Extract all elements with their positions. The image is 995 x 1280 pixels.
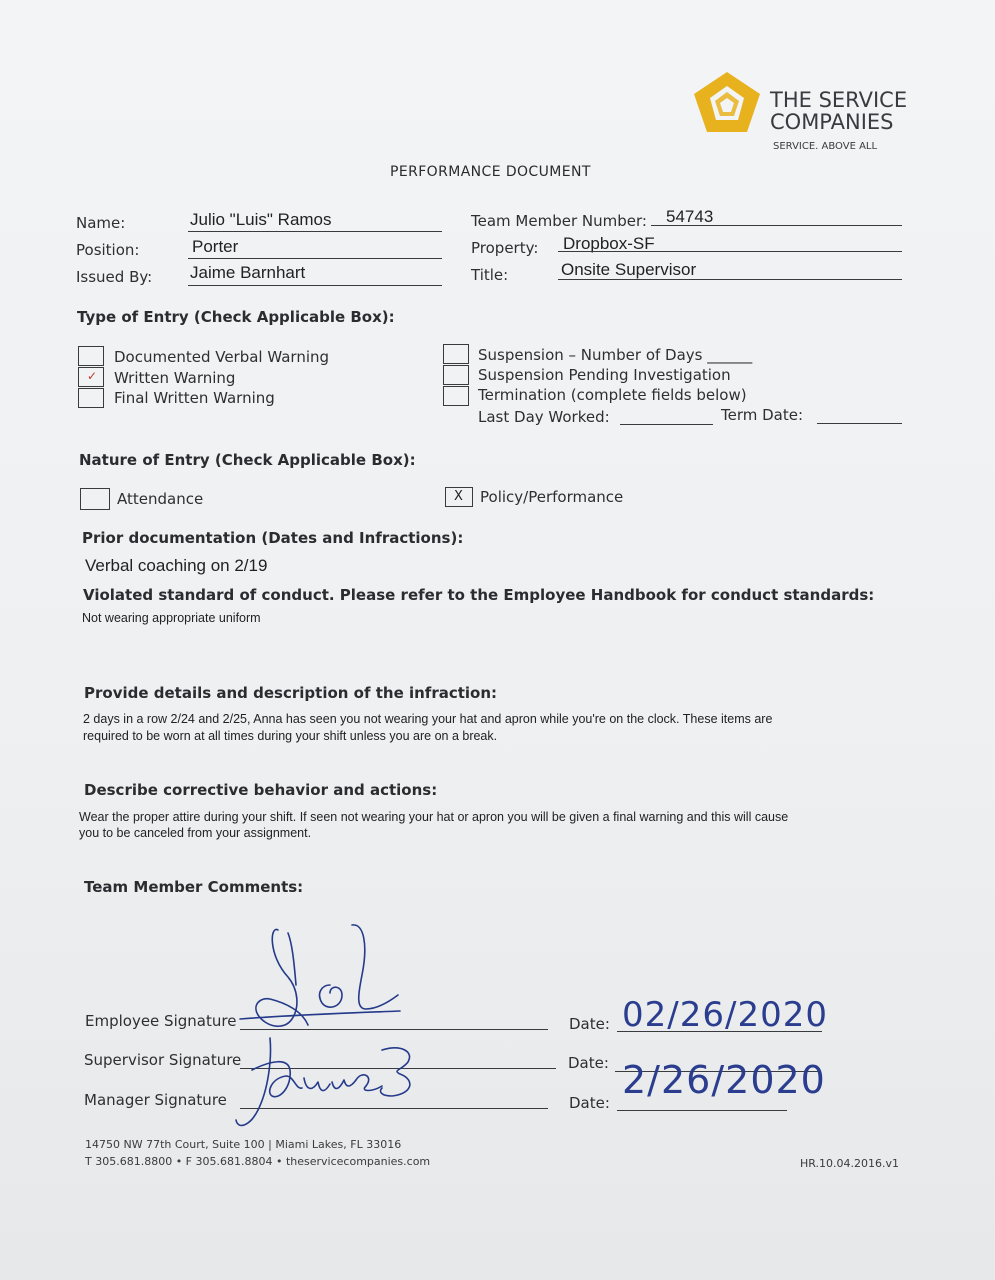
title-label: Title: [471,266,509,284]
supervisor-signature-drawing [232,1030,432,1140]
termination-checkbox[interactable] [443,386,469,406]
title-value: Onsite Supervisor [561,260,697,279]
last-day-worked-field[interactable] [620,424,713,425]
term-date-field[interactable] [817,423,902,424]
name-underline [188,231,442,232]
suspension-checkbox[interactable] [443,344,469,364]
team-member-number-value: 54743 [666,207,714,226]
corrective-line-2: you to be canceled from your assignment. [79,826,312,840]
termination-label: Termination (complete fields below) [478,386,747,404]
suspension-pending-checkbox[interactable] [443,365,469,385]
policy-performance-checkbox[interactable] [445,487,473,507]
manager-date-label: Date: [569,1094,610,1112]
final-written-warning-label: Final Written Warning [114,389,275,407]
title-underline [558,279,902,280]
team-member-comments-heading: Team Member Comments: [84,878,304,896]
employee-date-value: 02/26/2020 [622,995,828,1035]
position-label: Position: [76,241,140,259]
corrective-line-1: Wear the proper attire during your shift. If seen not wearing your hat or apron you will be given a final warning and this will cause [79,810,789,824]
term-date-label: Term Date: [721,406,804,424]
written-warning-label: Written Warning [114,369,236,387]
nature-of-entry-heading: Nature of Entry (Check Applicable Box): [79,451,416,469]
position-value: Porter [192,237,239,256]
written-warning-checkbox[interactable] [78,367,104,387]
check-mark-icon: ✓ [87,369,98,383]
suspension-pending-label: Suspension Pending Investigation [478,366,731,384]
supervisor-date-label: Date: [568,1054,609,1072]
last-day-worked-label: Last Day Worked: [478,408,610,426]
name-value: Julio "Luis" Ramos [190,210,332,229]
attendance-label: Attendance [117,490,204,508]
company-name-line2: COMPANIES [770,110,894,134]
x-mark-icon: X [454,489,463,504]
details-heading: Provide details and description of the infraction: [84,684,498,702]
violated-standard-heading: Violated standard of conduct. Please refer to the Employee Handbook for conduct standards: [83,586,875,604]
documented-verbal-warning-checkbox[interactable] [78,346,104,366]
footer-address-line1: 14750 NW 77th Court, Suite 100 | Miami Lakes, FL 33016 [85,1138,402,1151]
property-underline [558,251,902,252]
document-title: PERFORMANCE DOCUMENT [390,164,591,180]
employee-signature-label: Employee Signature [85,1012,237,1030]
supervisor-signature-label: Supervisor Signature [84,1051,242,1069]
pentagon-star-logo-icon [692,70,762,134]
property-value: Dropbox-SF [563,234,655,253]
attendance-checkbox[interactable] [80,488,110,510]
prior-documentation-heading: Prior documentation (Dates and Infractions): [82,529,464,547]
final-written-warning-checkbox[interactable] [78,388,104,408]
suspension-label: Suspension – Number of Days ______ [478,346,753,364]
company-name-line1: THE SERVICE [770,88,908,112]
form-code: HR.10.04.2016.v1 [800,1157,900,1170]
prior-documentation-value: Verbal coaching on 2/19 [85,556,268,575]
footer-address-line2: T 305.681.8800 • F 305.681.8804 • theservicecompanies.com [85,1155,431,1168]
team-member-number-label: Team Member Number: [471,212,647,230]
issued-by-underline [188,285,442,286]
position-underline [188,258,442,259]
issued-by-label: Issued By: [76,268,153,286]
issued-by-value: Jaime Barnhart [190,263,306,282]
documented-verbal-warning-label: Documented Verbal Warning [114,348,330,366]
team-member-number-underline [651,225,902,226]
company-name [770,89,907,133]
details-line-2: required to be worn at all times during your shift unless you are on a break. [83,729,498,743]
name-label: Name: [76,214,126,232]
type-of-entry-heading: Type of Entry (Check Applicable Box): [77,308,395,326]
manager-signature-label: Manager Signature [84,1091,227,1109]
violated-standard-value: Not wearing appropriate uniform [82,611,261,625]
property-label: Property: [471,239,539,257]
policy-performance-label: Policy/Performance [480,488,624,506]
supervisor-date-value: 2/26/2020 [622,1058,826,1102]
employee-date-label: Date: [569,1015,610,1033]
manager-date-line[interactable] [617,1110,787,1111]
company-tagline: SERVICE. ABOVE ALL [773,141,878,152]
details-line-1: 2 days in a row 2/24 and 2/25, Anna has seen you not wearing your hat and apron while you're on the clock. These items are [83,712,773,726]
corrective-heading: Describe corrective behavior and actions: [84,781,438,799]
